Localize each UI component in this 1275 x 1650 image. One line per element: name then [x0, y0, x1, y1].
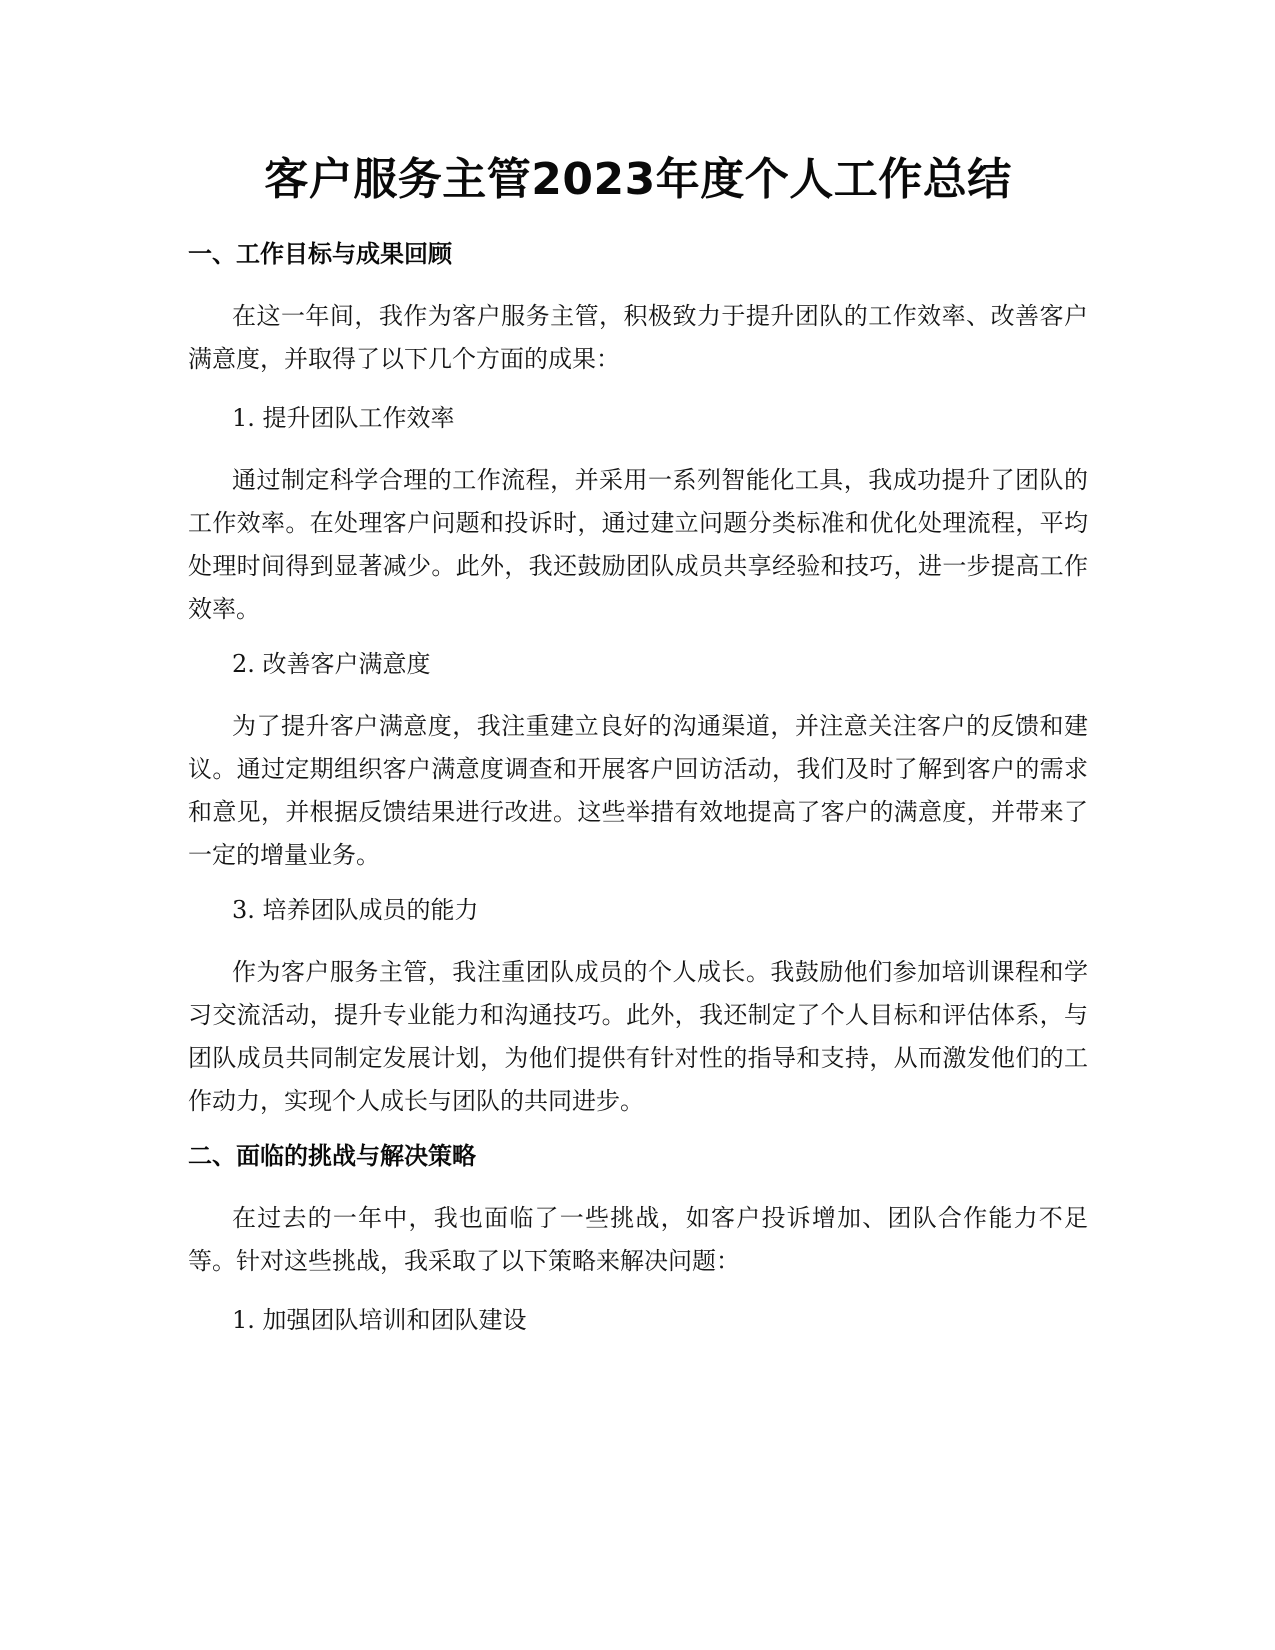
section-1-intro: 在这一年间，我作为客户服务主管，积极致力于提升团队的工作效率、改善客户满意度，并取得了以下几个方面的成果：	[188, 302, 1088, 373]
document-title: 客户服务主管2023年度个人工作总结	[264, 154, 1012, 205]
section-1-item-1-label: 1. 提升团队工作效率	[232, 404, 455, 432]
section-heading-1: 一、工作目标与成果回顾	[188, 240, 452, 268]
document-page	[188, 0, 1088, 1650]
section-1-item-1-text: 通过制定科学合理的工作流程，并采用一系列智能化工具，我成功提升了团队的工作效率。在处理客户问题和投诉时，通过建立问题分类标准和优化处理流程，平均处理时间得到显著减少。此外，我还鼓励团队成员共享经验和技巧，进一步提高工作效率。	[188, 466, 1088, 623]
section-1-item-3-label: 3. 培养团队成员的能力	[232, 896, 479, 924]
section-2-item-1-label: 1. 加强团队培训和团队建设	[232, 1306, 527, 1334]
section-heading-2: 二、面临的挑战与解决策略	[188, 1142, 476, 1170]
section-1-item-2-label: 2. 改善客户满意度	[232, 650, 431, 678]
section-1-item-2-text: 为了提升客户满意度，我注重建立良好的沟通渠道，并注意关注客户的反馈和建议。通过定期组织客户满意度调查和开展客户回访活动，我们及时了解到客户的需求和意见，并根据反馈结果进行改进。这些举措有效地提高了客户的满意度，并带来了一定的增量业务。	[188, 712, 1088, 869]
section-2-intro: 在过去的一年中，我也面临了一些挑战，如客户投诉增加、团队合作能力不足等。针对这些挑战，我采取了以下策略来解决问题：	[188, 1204, 1088, 1275]
section-1-item-3-text: 作为客户服务主管，我注重团队成员的个人成长。我鼓励他们参加培训课程和学习交流活动，提升专业能力和沟通技巧。此外，我还制定了个人目标和评估体系，与团队成员共同制定发展计划，为他们提供有针对性的指导和支持，从而激发他们的工作动力，实现个人成长与团队的共同进步。	[188, 958, 1088, 1115]
